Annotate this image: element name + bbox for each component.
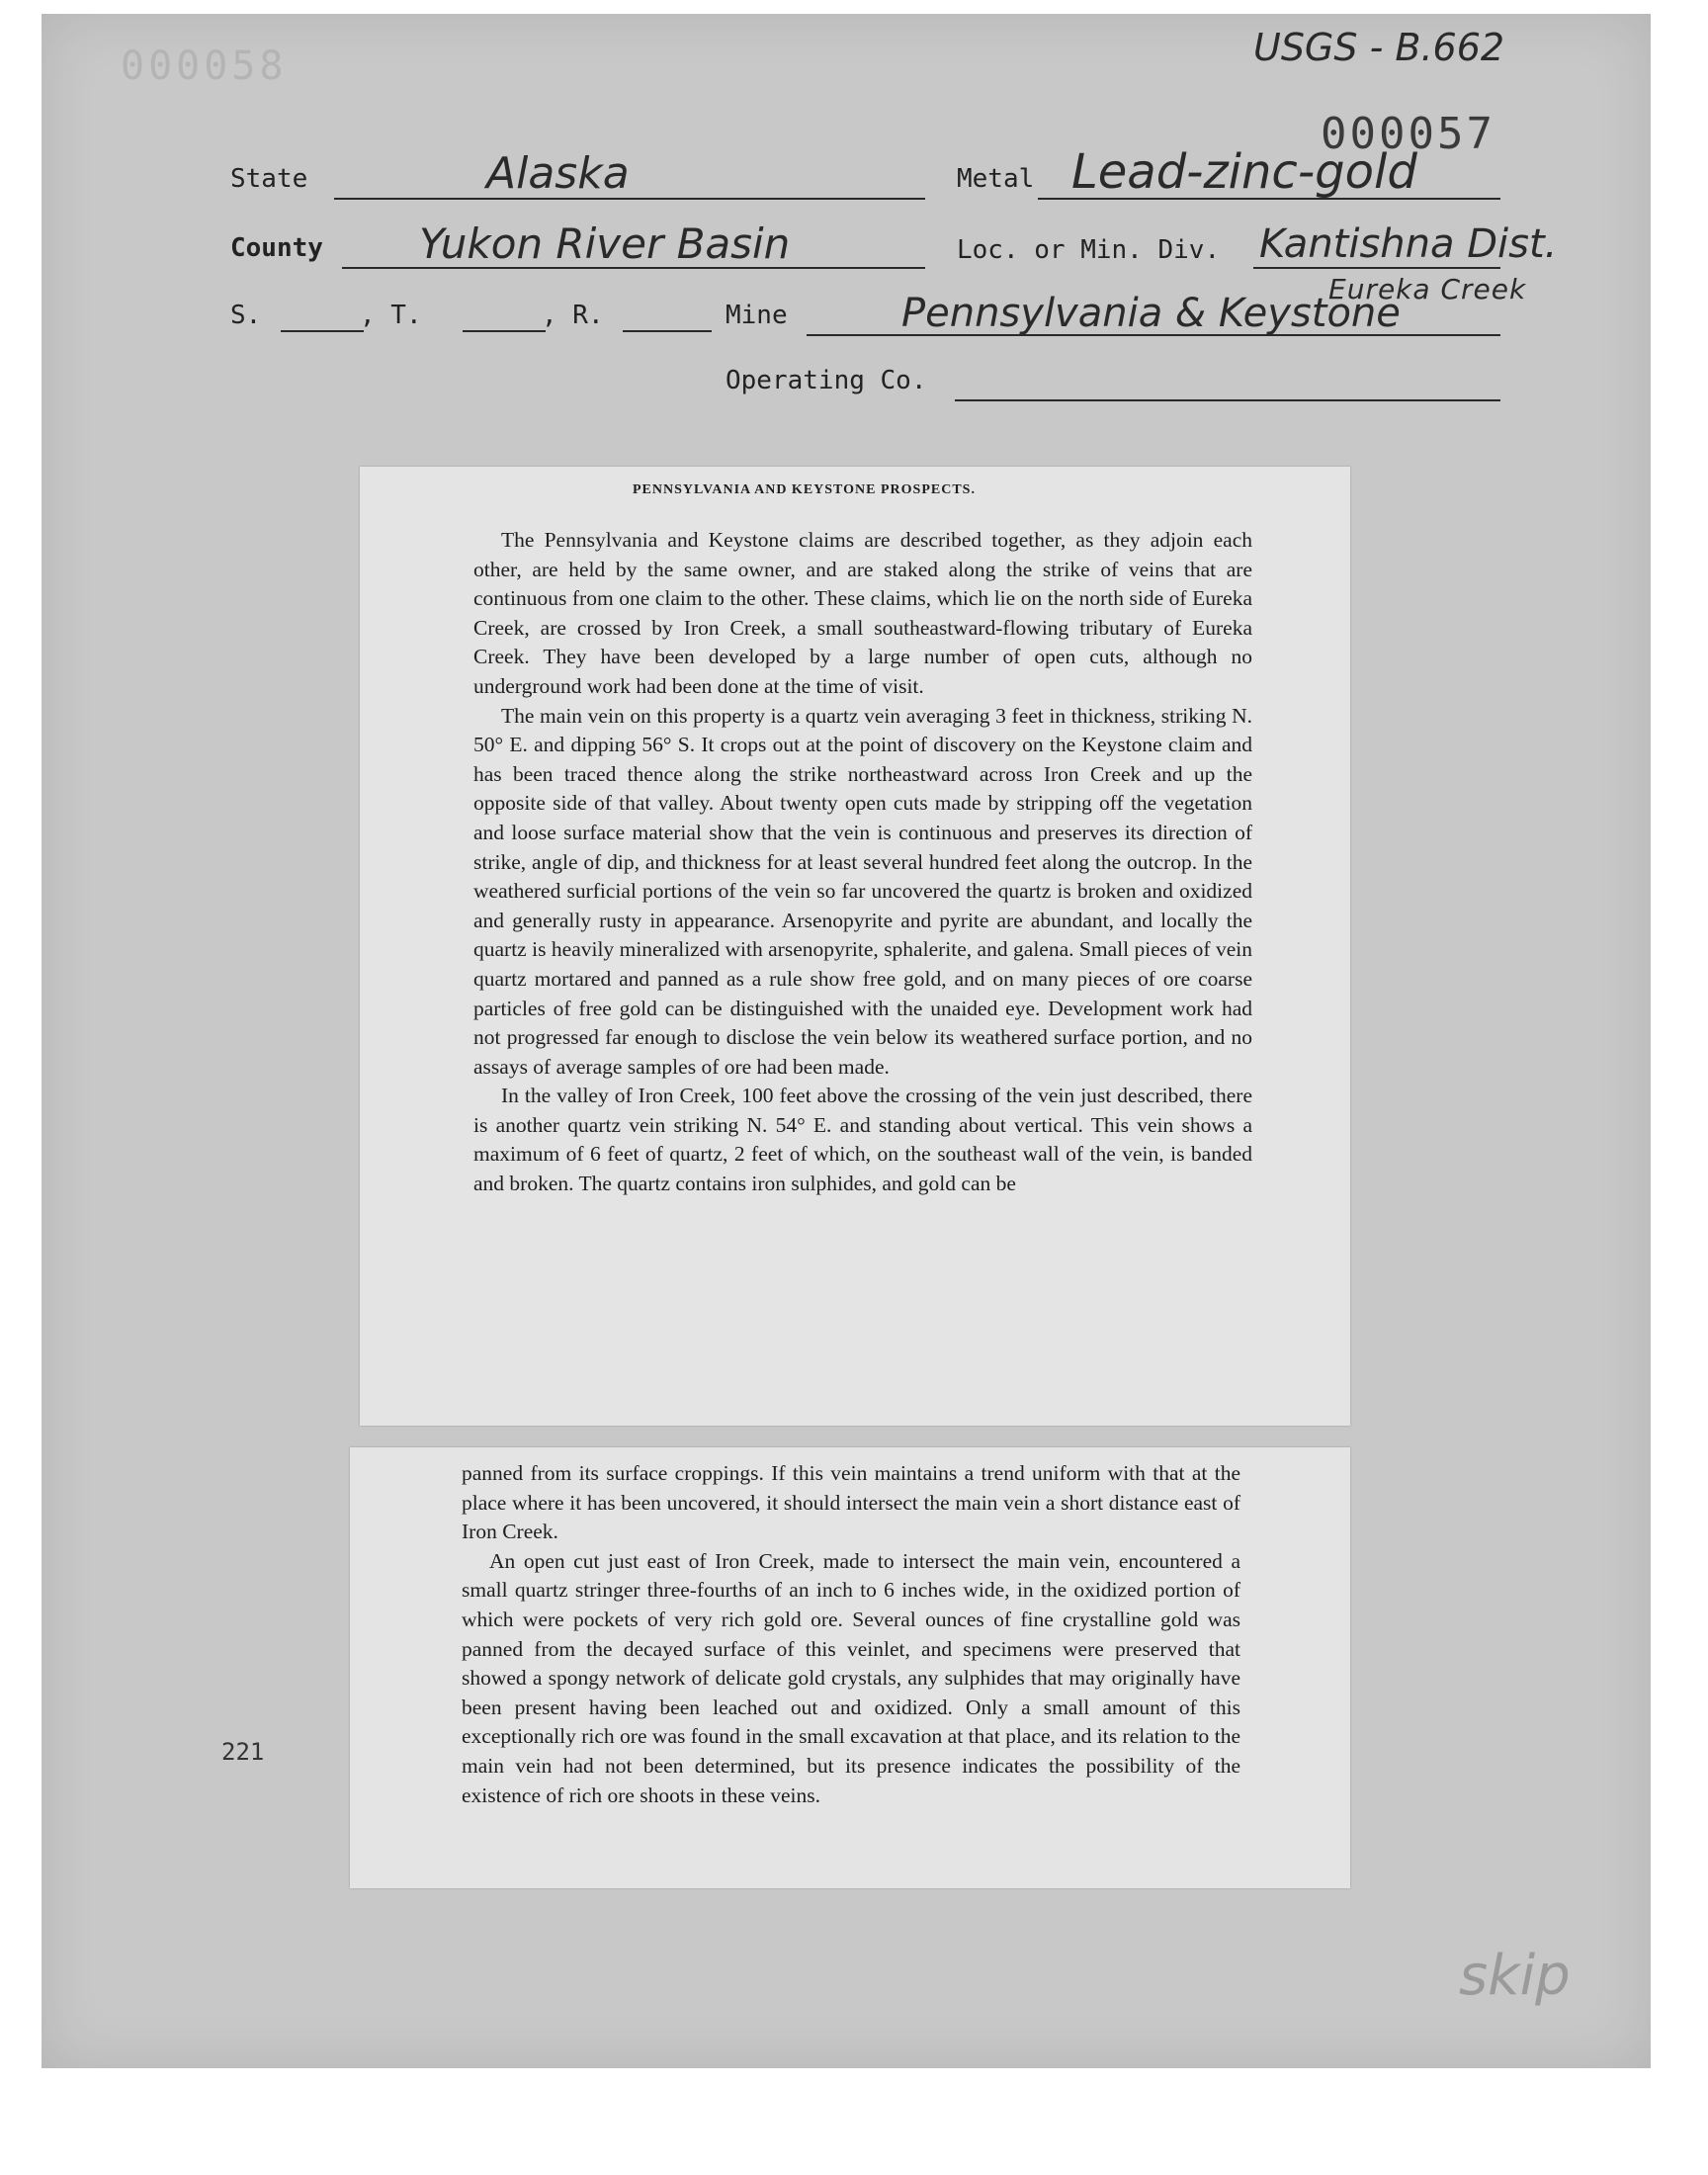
skip-note: skip [1459,1944,1571,2008]
page-number: 221 [221,1738,265,1766]
stamp-top-left: 000058 [121,44,288,89]
mine-value: Pennsylvania & Keystone [901,291,1401,336]
loc-label: Loc. or Min. Div. [957,235,1221,265]
county-value: Yukon River Basin [419,219,791,268]
state-line [334,198,925,200]
record-number: 000057 [1321,109,1495,159]
metal-label: Metal [957,164,1035,194]
county-label: County [230,233,323,263]
operating-line [955,399,1500,401]
r-line [623,330,712,332]
loc-value-2: Eureka Creek [1328,273,1527,305]
state-value: Alaska [486,148,630,199]
corner-code: USGS - B.662 [1253,26,1505,69]
t-line [463,330,546,332]
loc-value: Kantishna Dist. [1259,221,1558,267]
clipping-2-paragraph: An open cut just east of Iron Creek, made to intersect the main vein, encountered a small quartz stringer three-fourths of an inch to 6 inches wide, in the oxidized portion of which were pockets of very rich gold ore. Several ounces of fine crystalline gold was panned from the decayed surface of this veinlet, and specimens were preserved that showed a spongy network of delicate gold crystals, any sulphides that may originally have been present having been leached out and oxidized. Only a small amount of this exceptionally rich ore was found in the small excavation at that place, and its relation to the main vein had not been determined, but its presence indicates the possibility of the existence of rich ore shoots in these veins. [462,1548,1240,1807]
metal-value: Lead-zinc-gold [1071,144,1417,200]
clipping-1-paragraph: The Pennsylvania and Keystone claims are described together, as they adjoin each other, are held by the same owner, and are staked along the strike of veins that are continuous from one claim to the other. These claims, which lie on the north side of Eureka Creek, are crossed by Iron Creek, a small southeastward-flowing tributary of Eureka Creek. They have been developed by a large number of open cuts, although no underground work had been done at the time of visit. [473,528,1252,698]
operating-label: Operating Co. [726,366,927,395]
clipping-1-paragraph: In the valley of Iron Creek, 100 feet above the crossing of the vein just described, there is another quartz vein striking N. 54° E. and standing about vertical. This vein shows a maximum of 6 feet of quartz, 2 feet of which, on the southeast wall of the vein, is banded and broken. The quartz contains iron sulphides, and gold can be [473,1084,1252,1196]
loc-line [1253,267,1500,269]
t-label: , T. [360,301,422,330]
clipping-2-paragraph: panned from its surface croppings. If this vein maintains a trend uniform with that at the place where it has been uncovered, it should intersect the main vein a short distance east of Iron Creek. [462,1461,1240,1544]
mine-label: Mine [726,301,788,330]
s-label: S. [230,301,262,330]
clipping-1-body [473,526,1252,1199]
clipping-1-paragraph: The main vein on this property is a quartz vein averaging 3 feet in thickness, striking N. 50° E. and dipping 56° S. It crops out at the point of discovery on the Keystone claim and has been traced thence along the strike northeastward across Iron Creek and up the opposite side of that valley. About twenty open cuts made by stripping off the vegetation and loose surface material show that the vein is continuous and preserves its direction of strike, angle of dip, and thickness for at least several hundred feet along the outcrop. In the weathered surficial portions of the vein so far uncovered the quartz is broken and oxidized and generally rusty in appearance. Arsenopyrite and pyrite are abundant, and locally the quartz is heavily mineralized with arsenopyrite, sphalerite, and galena. Small pieces of vein quartz mortared and panned as a rule show free gold, and on many pieces of ore coarse particles of free gold can be distinguished with the unaided eye. Development work had not progressed far enough to disclose the vein below its weathered surface portion, and no assays of average samples of ore had been made. [473,703,1252,1079]
clipping-2-body [462,1459,1240,1810]
r-label: , R. [542,301,604,330]
clipping-1-title: PENNSYLVANIA AND KEYSTONE PROSPECTS. [633,482,976,497]
s-line [281,330,364,332]
state-label: State [230,164,308,194]
